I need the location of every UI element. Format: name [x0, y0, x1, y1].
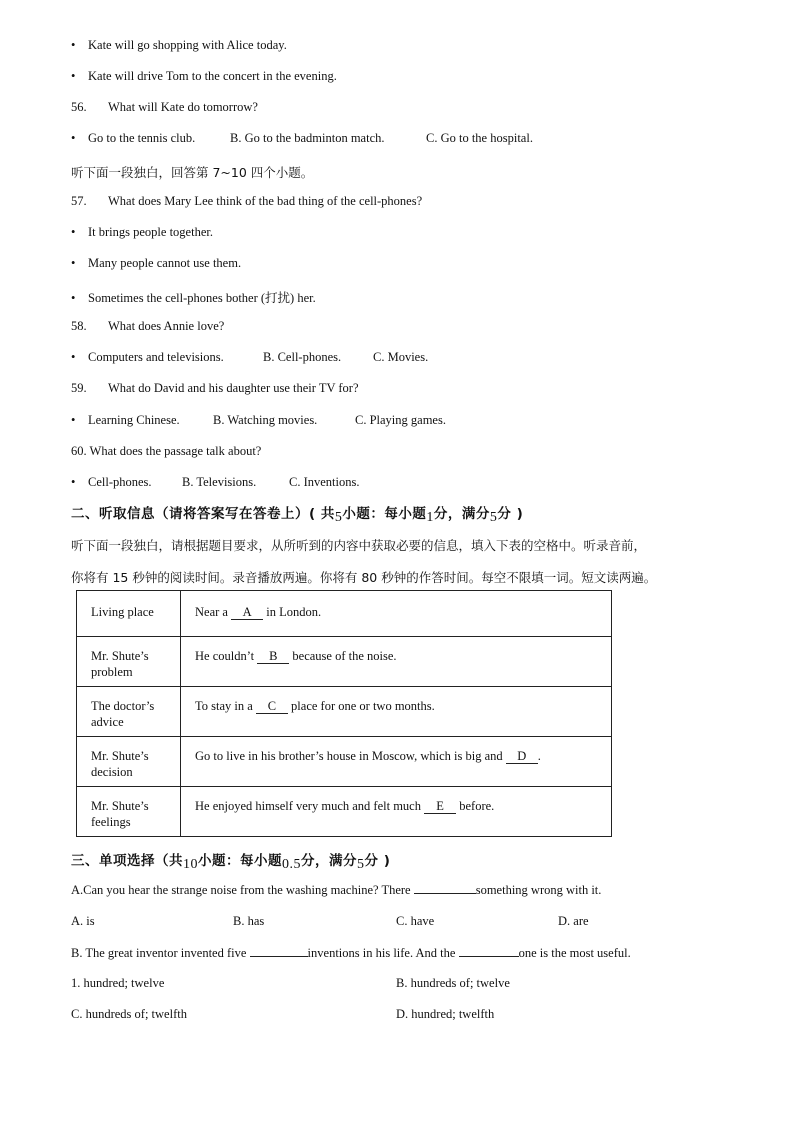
- section-2-instruction-1: 听下面一段独白，请根据题目要求，从所听到的内容中获取必要的信息，填入下表的空格中。听录音前，: [71, 538, 647, 553]
- answer-blank[interactable]: [250, 945, 308, 957]
- section-2-instruction-2: 你将有 15 秒钟的阅读时间。录音播放两遍。你将有 80 秒钟的作答时间。每空不限填一词。短文读两遍。: [71, 570, 657, 585]
- question-b: B. The great inventor invented five inventions in his life. And the one is the most useful.: [71, 946, 631, 960]
- answer-blank[interactable]: [459, 945, 519, 957]
- question-b-options-row-1: 1. hundred; twelve B. hundreds of; twelve: [71, 976, 510, 990]
- row-label: Mr. Shute’s feelings: [77, 787, 181, 837]
- table-row: [77, 787, 612, 837]
- answer-blank[interactable]: C: [256, 700, 288, 714]
- row-label: Living place: [77, 591, 181, 637]
- row-content: To stay in a C place for one or two months.: [181, 687, 612, 737]
- question-57-option-c: • Sometimes the cell-phones bother (打扰) her.: [71, 291, 316, 305]
- row-content: Near a A in London.: [181, 591, 612, 637]
- section-2-title: 二、听取信息（请将答案写在答卷上）( 共5小题：每小题1分，满分5分 ): [71, 506, 524, 525]
- question-60: 60. What does the passage talk about?: [71, 444, 262, 458]
- answer-blank[interactable]: [414, 882, 476, 894]
- question-58: 58. What does Annie love?: [71, 319, 225, 333]
- answer-blank[interactable]: A: [231, 606, 263, 620]
- table-row: [77, 591, 612, 637]
- row-label: Mr. Shute’s decision: [77, 737, 181, 787]
- question-57-option-b: • Many people cannot use them.: [71, 256, 242, 270]
- table-row: [77, 737, 612, 787]
- question-60-options: • Cell-phones. B. Televisions. C. Inventions.: [71, 475, 360, 489]
- answer-blank[interactable]: D: [506, 750, 538, 764]
- answer-blank[interactable]: B: [257, 650, 289, 664]
- row-content: He couldn’t B because of the noise.: [181, 637, 612, 687]
- question-59: 59. What do David and his daughter use their TV for?: [71, 381, 359, 395]
- table-row: [77, 637, 612, 687]
- question-58-options: • Computers and televisions. B. Cell-phones. C. Movies.: [71, 350, 429, 364]
- section-3-title: 三、单项选择（共10小题：每小题0.5分，满分5分 ): [71, 853, 391, 872]
- question-56: 56. What will Kate do tomorrow?: [71, 100, 258, 114]
- question-56-options: • Go to the tennis club. B. Go to the badminton match. C. Go to the hospital.: [71, 131, 533, 145]
- list-item: • Kate will go shopping with Alice today.: [71, 38, 287, 52]
- question-57: 57. What does Mary Lee think of the bad thing of the cell-phones?: [71, 194, 423, 208]
- info-table: [76, 590, 612, 837]
- question-59-options: • Learning Chinese. B. Watching movies. C. Playing games.: [71, 413, 446, 427]
- question-a: A.Can you hear the strange noise from the washing machine? There something wrong with it.: [71, 883, 602, 897]
- row-label: Mr. Shute’s problem: [77, 637, 181, 687]
- row-content: Go to live in his brother’s house in Moscow, which is big and D .: [181, 737, 612, 787]
- listening-instruction: 听下面一段独白，回答第 7~10 四个小题。: [71, 165, 314, 180]
- answer-blank[interactable]: E: [424, 800, 456, 814]
- question-57-option-a: • It brings people together.: [71, 225, 213, 239]
- question-b-options-row-2: C. hundreds of; twelfth D. hundred; twelfth: [71, 1007, 495, 1021]
- list-item: • Kate will drive Tom to the concert in the evening.: [71, 69, 337, 83]
- row-label: The doctor’s advice: [77, 687, 181, 737]
- table-row: [77, 687, 612, 737]
- row-content: He enjoyed himself very much and felt much E before.: [181, 787, 612, 837]
- question-a-options: A. is B. has C. have D. are: [71, 914, 589, 928]
